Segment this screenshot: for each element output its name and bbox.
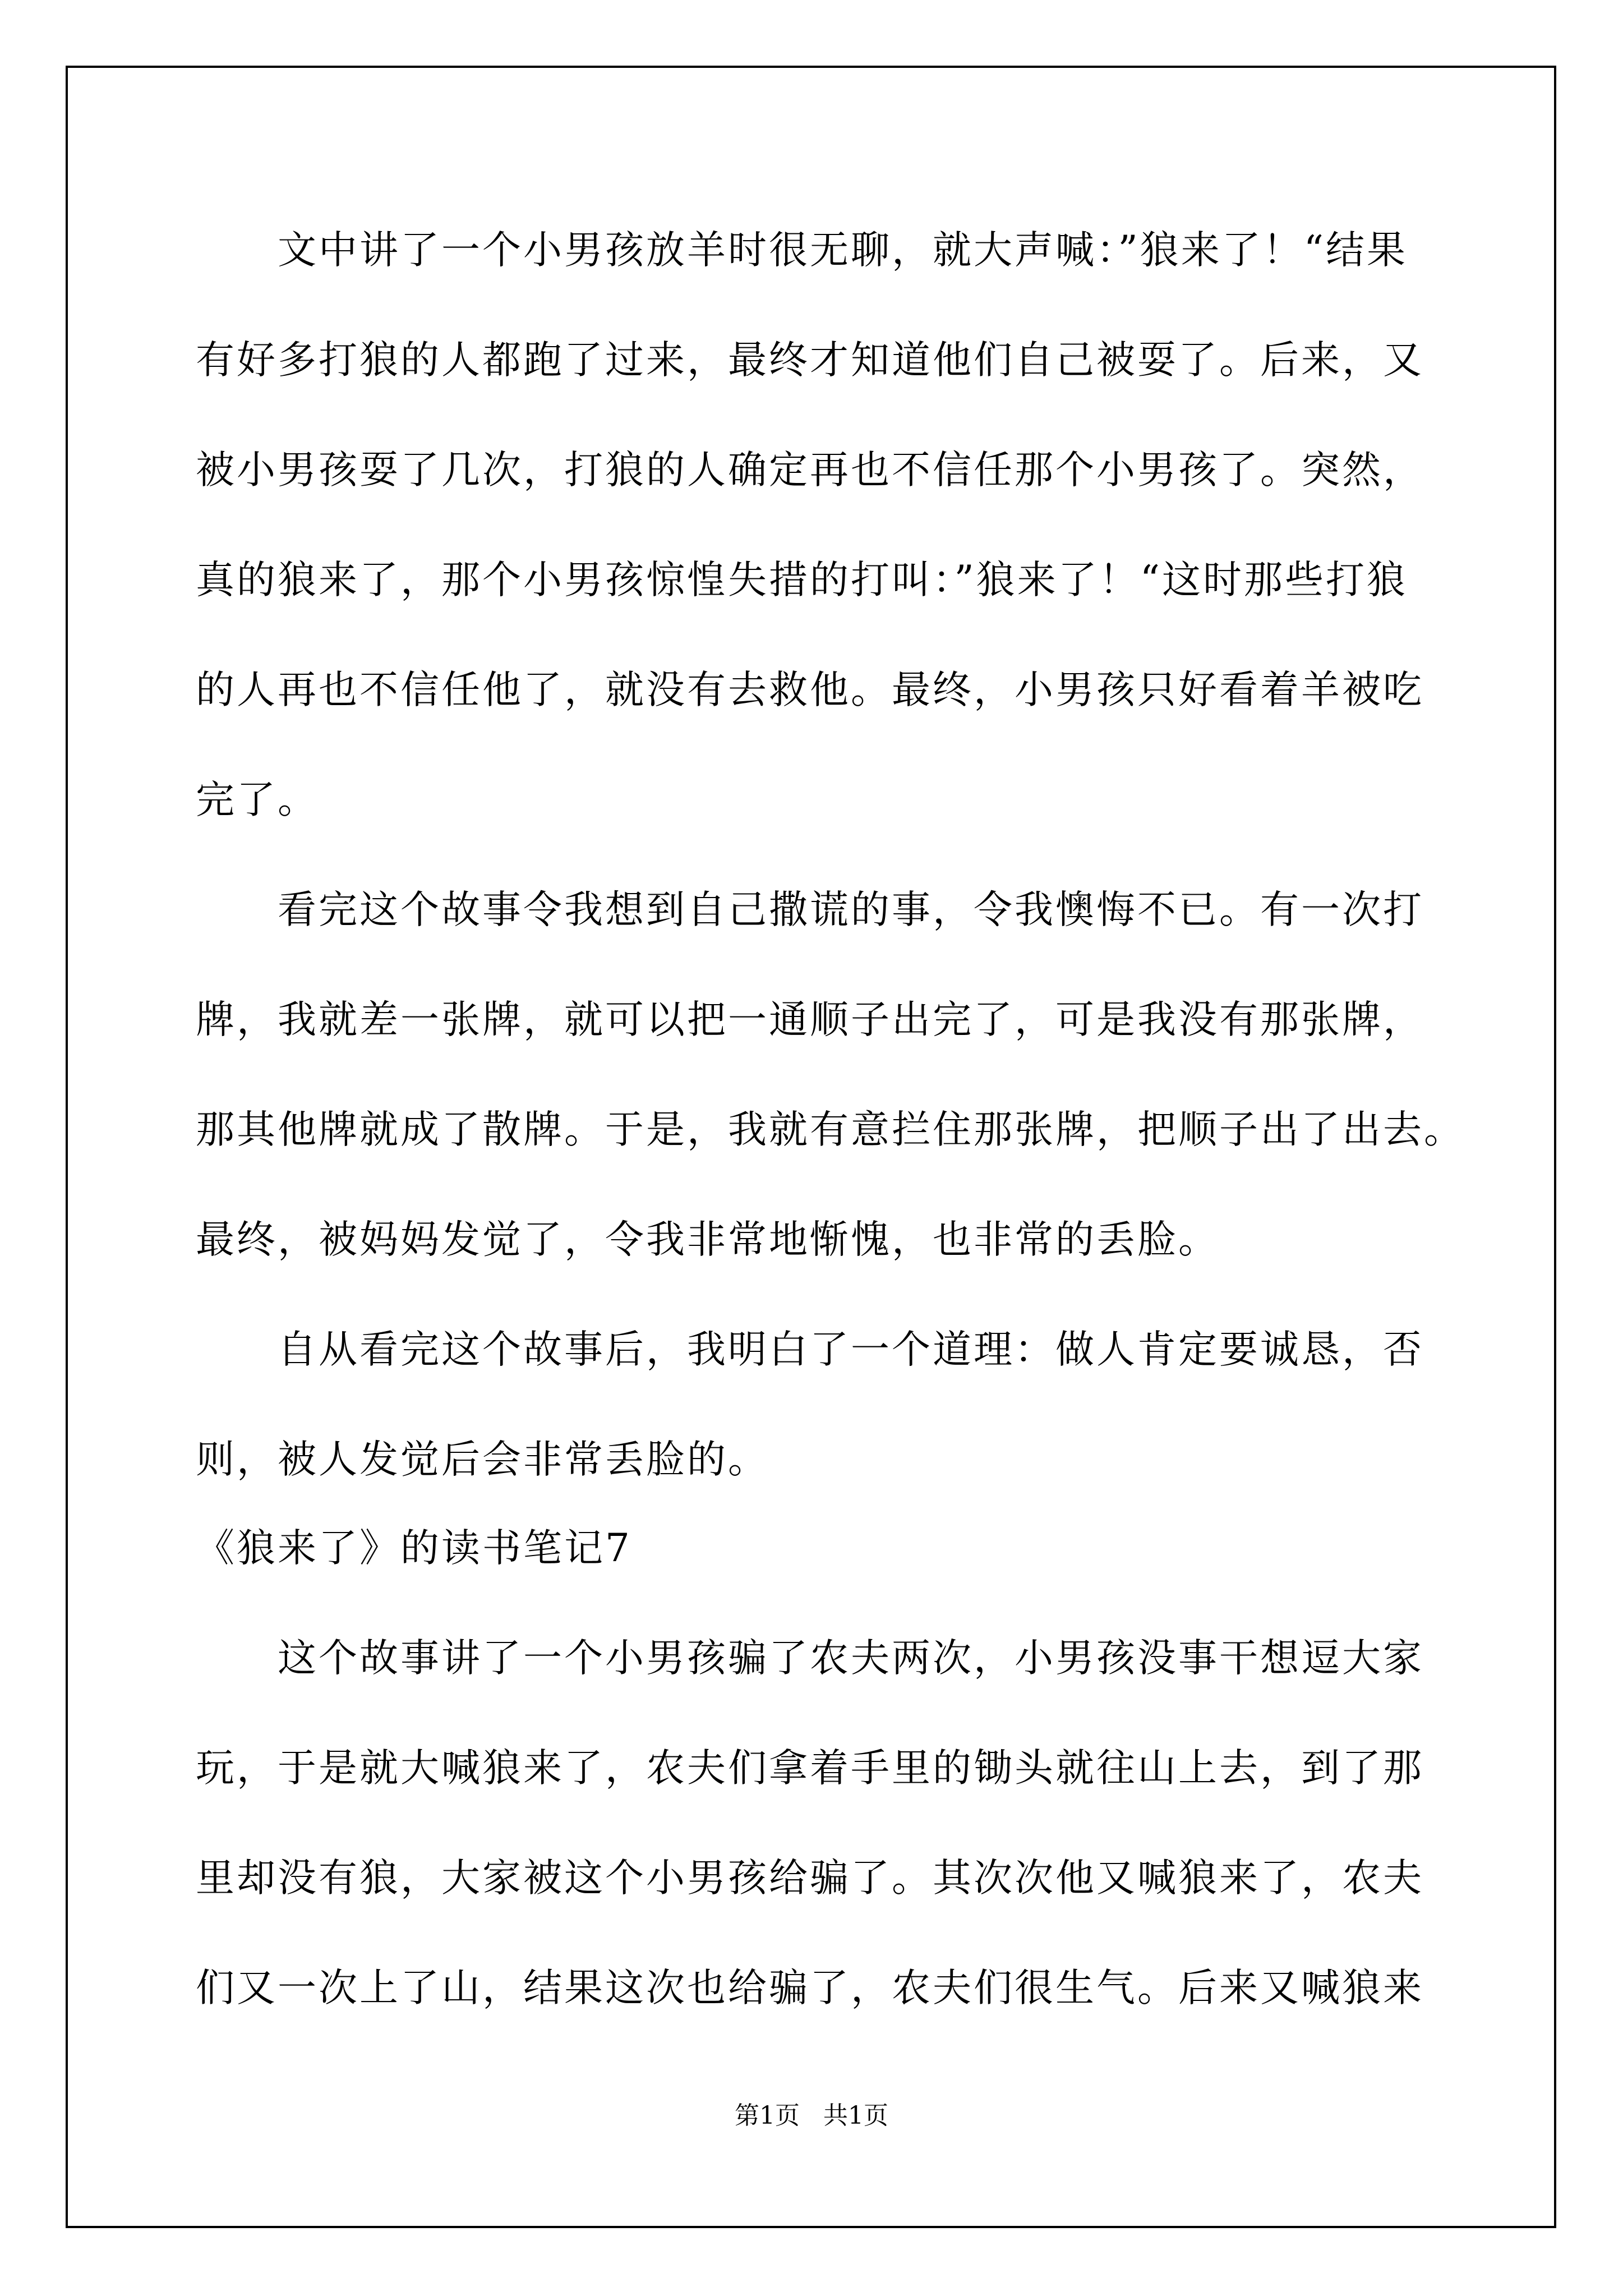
text-line: 牌，我就差一张牌，就可以把一通顺子出完了，可是我没有那张牌， [196,997,1424,1042]
text-line: 最终，被妈妈发觉了，令我非常地惭愧，也非常的丢脸。 [196,1217,1219,1262]
text-line: 里却没有狼，大家被这个小男孩给骗了。其次次他又喊狼来了，农夫 [196,1856,1424,1901]
text-line: 则，被人发觉后会非常丢脸的。 [196,1437,769,1482]
text-line: 那其他牌就成了散牌。于是，我就有意拦住那张牌，把顺子出了出去。 [196,1107,1465,1152]
text-line: 看完这个故事令我想到自己撒谎的事，令我懊悔不已。有一次打 [196,887,1424,932]
text-line: 有好多打狼的人都跑了过来，最终才知道他们自己被耍了。后来，又 [196,338,1424,383]
text-line: 的人再也不信任他了，就没有去救他。最终，小男孩只好看着羊被吃 [196,668,1424,712]
text-line: 被小男孩耍了几次，打狼的人确定再也不信任那个小男孩了。突然， [196,448,1424,493]
text-line: 自从看完这个故事后，我明白了一个道理：做人肯定要诚恳，否 [196,1327,1424,1372]
page-number-footer: 第1页 共1页 [735,2101,888,2130]
text-line: 玩，于是就大喊狼来了，农夫们拿着手里的锄头就往山上去，到了那 [196,1746,1424,1791]
text-line: 这个故事讲了一个小男孩骗了农夫两次，小男孩没事干想逗大家 [196,1636,1424,1681]
text-line: 文中讲了一个小男孩放羊时很无聊，就大声喊：”狼来了！“结果 [196,228,1408,273]
text-line: 真的狼来了，那个小男孩惊惶失措的打叫：”狼来了！“这时那些打狼 [196,558,1408,602]
text-line: 们又一次上了山，结果这次也给骗了，农夫们很生气。后来又喊狼来 [196,1966,1424,2010]
section-heading: 《狼来了》的读书笔记7 [196,1526,632,1571]
text-line: 完了。 [196,777,319,822]
